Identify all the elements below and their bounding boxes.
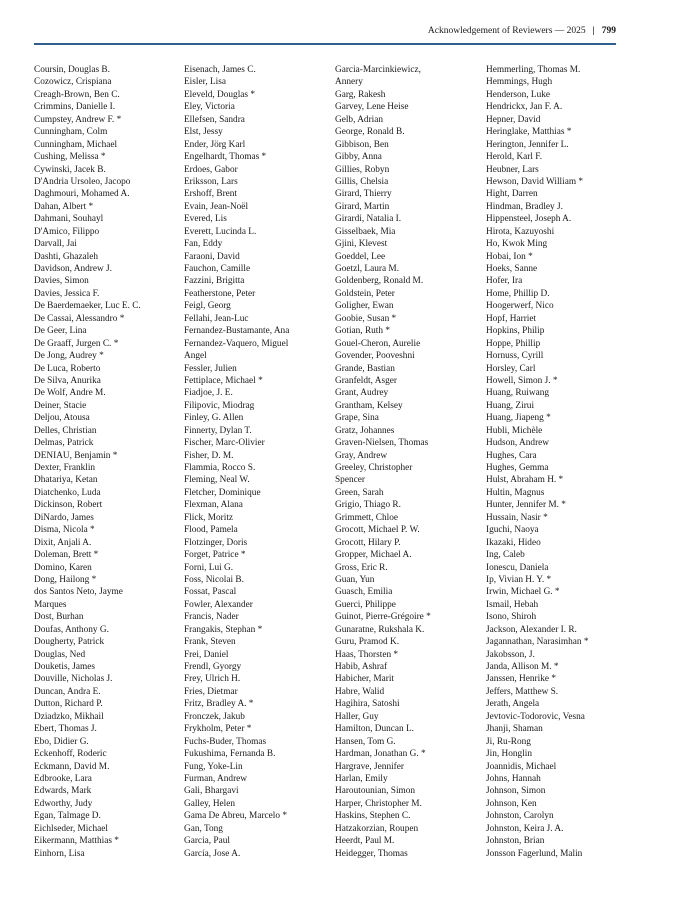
reviewer-entry: Dougherty, Patrick xyxy=(34,637,105,648)
reviewer-entry: Govender, Pooveshni xyxy=(335,351,415,362)
reviewer-entry: Iguchi, Naoya xyxy=(486,525,539,536)
reviewer-entry: Grimmett, Chloe xyxy=(335,512,399,523)
reviewer-entry: Deljou, Atousa xyxy=(34,413,90,424)
reviewer-entry: Douville, Nicholas J. xyxy=(34,674,113,685)
reviewer-entry: Hussain, Nasir * xyxy=(486,512,548,523)
reviewer-entry: Gjini, Klevest xyxy=(335,239,388,250)
reviewer-entry: Annery xyxy=(335,77,363,88)
reviewer-entry: Forni, Lui G. xyxy=(184,562,234,573)
reviewer-entry: Featherstone, Peter xyxy=(184,288,256,299)
reviewer-entry: Frangakis, Stephan * xyxy=(184,624,263,635)
reviewer-entry: dos Santos Neto, Jayme xyxy=(34,587,123,598)
reviewer-entry: Gan, Tong xyxy=(184,823,223,834)
reviewer-entry: Girard, Thierry xyxy=(335,189,392,200)
reviewer-entry: Fleming, Neal W. xyxy=(184,475,250,486)
reviewer-entry: Gali, Bhargavi xyxy=(184,786,239,797)
reviewer-entry: Frendl, Gyorgy xyxy=(184,662,242,672)
reviewer-entry: De Baerdemaeker, Luc E. C. xyxy=(34,301,141,312)
reviewer-entry: Fischer, Marc-Olivier xyxy=(184,438,265,449)
reviewer-entry: Greeley, Christopher xyxy=(335,463,413,473)
reviewer-entry: Feigl, Georg xyxy=(184,301,231,312)
reviewer-entry: Hatzakorzian, Roupen xyxy=(335,823,419,834)
reviewer-entry: Jevtovic-Todorovic, Vesna xyxy=(486,711,585,722)
reviewer-entry: Delmas, Patrick xyxy=(34,438,94,449)
reviewer-entry: Goobie, Susan * xyxy=(335,313,397,324)
reviewer-entry: Hughes, Gemma xyxy=(486,463,549,473)
reviewer-entry: Ing, Caleb xyxy=(486,550,525,561)
reviewer-entry: Johnston, Carolyn xyxy=(486,811,554,822)
reviewer-entry: Hendrickx, Jan F. A. xyxy=(486,102,563,113)
reviewer-entry: Fernandez-Bustamante, Ana xyxy=(184,326,290,337)
reviewer-entry: Dickinson, Robert xyxy=(34,500,103,511)
reviewer-entry: Diatchenko, Luda xyxy=(34,487,101,498)
reviewer-entry: Ershoff, Brent xyxy=(184,189,238,200)
reviewer-entry: Hindman, Bradley J. xyxy=(486,201,563,212)
reviewer-entry: D'Amico, Filippo xyxy=(34,226,100,237)
reviewer-entry: Gropper, Michael A. xyxy=(335,550,412,561)
reviewer-entry: Gotian, Ruth * xyxy=(335,326,391,337)
reviewer-entry: Green, Sarah xyxy=(335,487,384,498)
reviewer-entry: Ellefsen, Sandra xyxy=(184,114,245,125)
reviewer-entry: Grocott, Hilary P. xyxy=(335,537,401,548)
reviewer-entry: Cushing, Melissa * xyxy=(34,152,106,163)
reviewer-column-1 xyxy=(34,64,184,860)
reviewer-entry: Fukushima, Fernanda B. xyxy=(184,749,276,760)
reviewer-entry: Guerci, Philippe xyxy=(335,599,396,610)
reviewer-entry: Gelb, Adrian xyxy=(335,114,384,125)
reviewer-entry: Furman, Andrew xyxy=(184,773,248,784)
reviewer-entry: Graven-Nielsen, Thomas xyxy=(335,438,429,449)
reviewer-entry: Janda, Allison M. * xyxy=(486,662,559,672)
reviewer-entry: Hoppe, Phillip xyxy=(486,338,541,349)
reviewer-entry: Dashti, Ghazaleh xyxy=(34,251,99,262)
reviewer-entry: Fauchon, Camille xyxy=(184,264,251,274)
reviewer-entry: Dixit, Anjali A. xyxy=(34,537,92,548)
reviewer-entry: Eckenhoff, Roderic xyxy=(34,749,107,760)
reviewer-entry: Fung, Yoke-Lin xyxy=(184,761,243,772)
reviewer-entry: Gibby, Anna xyxy=(335,152,382,163)
reviewer-entry: De Silva, Anurika xyxy=(34,375,101,386)
reviewer-entry: Hofer, Ira xyxy=(486,276,523,287)
reviewer-entry: Dost, Burhan xyxy=(34,612,84,623)
reviewer-entry: Fossat, Pascal xyxy=(184,587,237,598)
reviewer-entry: De Cassai, Alessandro * xyxy=(34,313,125,324)
reviewer-entry: Johnson, Simon xyxy=(486,786,546,797)
reviewer-entry: Deiner, Stacie xyxy=(34,400,87,411)
reviewer-entry: DENIAU, Benjamin * xyxy=(34,450,118,461)
reviewer-entry: Fan, Eddy xyxy=(184,239,223,250)
reviewer-entry: Edworthy, Judy xyxy=(34,798,93,809)
reviewer-entry: Fettiplace, Michael * xyxy=(184,375,263,386)
reviewer-entry: De Wolf, Andre M. xyxy=(34,388,106,399)
reviewer-entry: Huang, Zirui xyxy=(486,400,535,411)
reviewer-entry: Grocott, Michael P. W. xyxy=(335,525,420,536)
reviewer-entry: Duncan, Andra E. xyxy=(34,686,101,697)
reviewer-entry: Davidson, Andrew J. xyxy=(34,264,112,274)
reviewer-entry: Hopkins, Philip xyxy=(486,326,545,337)
reviewer-entry: Ho, Kwok Ming xyxy=(486,239,548,250)
reviewer-entry: Gibbison, Ben xyxy=(335,139,389,150)
reviewer-entry: Cunningham, Michael xyxy=(34,139,118,150)
reviewer-entry: Guan, Yun xyxy=(335,574,375,585)
reviewer-entry: Crimmins, Danielle I. xyxy=(34,102,116,113)
reviewer-entry: Jerath, Angela xyxy=(486,699,540,710)
reviewer-entry: Disma, Nicola * xyxy=(34,525,95,536)
reviewer-entry: Fronczek, Jakub xyxy=(184,711,245,722)
reviewer-entry: Cunningham, Colm xyxy=(34,127,108,138)
reviewer-entry: Jonsson Fagerlund, Malin xyxy=(486,848,583,859)
reviewer-entry: Egan, Talmage D. xyxy=(34,811,101,822)
reviewer-entry: Heubner, Lars xyxy=(486,164,539,175)
reviewer-entry: Hubli, Michèle xyxy=(486,425,543,436)
reviewer-entry: Ikazaki, Hideo xyxy=(486,537,541,548)
reviewer-entry: Eichlseder, Michael xyxy=(34,823,108,834)
reviewer-entry: Guasch, Emilia xyxy=(335,587,393,598)
reviewer-entry: Habre, Walid xyxy=(335,686,385,697)
reviewer-entry: Johnson, Ken xyxy=(486,798,537,809)
reviewer-entry: Cywinski, Jacek B. xyxy=(34,164,106,175)
reviewer-entry: Erdoes, Gabor xyxy=(184,164,238,175)
reviewer-entry: Creagh-Brown, Ben C. xyxy=(34,89,120,100)
reviewer-entry: De Geer, Lina xyxy=(34,326,87,337)
reviewer-entry: Hight, Darren xyxy=(486,189,538,200)
reviewer-entry: Hansen, Tom G. xyxy=(335,736,396,747)
reviewer-entry: Haas, Thorsten * xyxy=(335,649,399,660)
reviewer-entry: Isono, Shiroh xyxy=(486,612,537,623)
reviewer-entry: Forget, Patrice * xyxy=(184,550,246,561)
reviewer-entry: Guinot, Pierre-Grégoire * xyxy=(335,612,431,623)
reviewer-entry: Eley, Victoria xyxy=(184,102,235,113)
running-header xyxy=(34,20,616,42)
reviewer-entry: Girardi, Natalia I. xyxy=(335,214,402,225)
reviewer-entry: Harper, Christopher M. xyxy=(335,798,422,809)
reviewer-entry: Gross, Eric R. xyxy=(335,562,388,573)
reviewer-entry: Home, Phillip D. xyxy=(486,288,550,299)
reviewer-entry: Frei, Daniel xyxy=(184,649,229,660)
reviewer-entry: Delles, Christian xyxy=(34,425,97,436)
reviewer-entry: Hunter, Jennifer M. * xyxy=(486,500,566,511)
journal-section-title: Acknowledgement of Reviewers — 2025 xyxy=(427,26,586,36)
reviewer-entry: Ebo, Didier G. xyxy=(34,736,89,747)
reviewer-entry: Hardman, Jonathan G. * xyxy=(335,749,426,760)
reviewer-entry: Garcia, Paul xyxy=(184,836,230,847)
reviewer-entry: Hughes, Cara xyxy=(486,450,537,461)
reviewer-entry: Hirota, Kazuyoshi xyxy=(486,226,555,237)
reviewer-entry: Fazzini, Brigitta xyxy=(184,276,245,287)
reviewer-entry: Hudson, Andrew xyxy=(486,438,550,449)
reviewer-entry: Marques xyxy=(34,599,67,610)
reviewer-entry: Fisher, D. M. xyxy=(184,450,234,461)
reviewer-entry: Gillis, Chelsia xyxy=(335,176,389,187)
reviewer-entry: Eriksson, Lars xyxy=(184,176,238,187)
reviewer-entry: Hemmings, Hugh xyxy=(486,77,553,88)
reviewer-entry: Ebert, Thomas J. xyxy=(34,724,97,735)
reviewer-entry: Flammia, Rocco S. xyxy=(184,463,256,473)
reviewer-entry: Hobai, Ion * xyxy=(486,251,533,262)
reviewer-entry: George, Ronald B. xyxy=(335,127,405,138)
reviewer-entry: Dhatariya, Ketan xyxy=(34,475,98,486)
reviewer-entry: Gisselbaek, Mia xyxy=(335,226,396,237)
reviewer-entry: Hippensteel, Joseph A. xyxy=(486,214,572,225)
reviewer-entry: Frank, Steven xyxy=(184,637,236,648)
reviewer-entry: Girard, Martin xyxy=(335,201,390,212)
reviewer-entry: Haller, Guy xyxy=(335,711,379,722)
page-number: 799 xyxy=(601,26,616,36)
reviewer-entry: Fellahi, Jean-Luc xyxy=(184,313,249,324)
reviewer-entry: Edwards, Mark xyxy=(34,786,92,797)
reviewer-entry: Edbrooke, Lara xyxy=(34,773,92,784)
reviewer-entry: Gama De Abreu, Marcelo * xyxy=(184,811,288,822)
reviewer-entry: Haskins, Stephen C. xyxy=(335,811,411,822)
reviewer-entry: Gillies, Robyn xyxy=(335,164,390,175)
reviewer-entry: Davies, Simon xyxy=(34,276,89,287)
reviewer-entry: Dahmani, Souhayl xyxy=(34,214,104,225)
reviewer-entry: Hagihira, Satoshi xyxy=(335,699,400,710)
reviewer-entry: Goligher, Ewan xyxy=(335,301,394,312)
reviewer-entry: Henderson, Luke xyxy=(486,89,551,100)
reviewer-column-4 xyxy=(486,64,636,860)
reviewer-entry: Flood, Pamela xyxy=(184,525,238,536)
reviewer-entry: Daghmouri, Mohamed A. xyxy=(34,189,130,200)
reviewer-entry: Faraoni, David xyxy=(184,251,240,262)
reviewer-entry: Huang, Jiapeng * xyxy=(486,413,551,424)
reviewer-entry: Dexter, Franklin xyxy=(34,463,96,473)
reviewer-entry: Filipovic, Miodrag xyxy=(184,400,255,411)
reviewer-entry: Howell, Simon J. * xyxy=(486,375,558,386)
reviewer-entry: Ender, Jörg Karl xyxy=(184,139,246,150)
reviewer-entry: Francis, Nader xyxy=(184,612,239,623)
reviewer-entry: Eikermann, Matthias * xyxy=(34,836,119,847)
reviewer-entry: Johns, Hannah xyxy=(486,773,541,784)
reviewer-entry: Fletcher, Dominique xyxy=(184,487,261,498)
reviewer-entry: Cumpstey, Andrew F. * xyxy=(34,114,122,125)
reviewer-entry: Jeffers, Matthew S. xyxy=(486,686,559,697)
reviewer-entry: Fernandez-Vaquero, Miguel xyxy=(184,338,289,349)
reviewer-entry: Doleman, Brett * xyxy=(34,550,99,561)
reviewer-entry: Fries, Dietmar xyxy=(184,686,238,697)
reviewer-entry: Gouel-Cheron, Aurelie xyxy=(335,338,421,349)
reviewer-entry: Finley, G. Allen xyxy=(184,413,244,424)
reviewer-entry: Joannidis, Michael xyxy=(486,761,557,772)
reviewer-entry: Hargrave, Jennifer xyxy=(335,761,405,772)
reviewer-entry: Guru, Pramod K. xyxy=(335,637,400,648)
reviewer-entry: Fuchs-Buder, Thomas xyxy=(184,736,267,747)
reviewer-entry: Heerdt, Paul M. xyxy=(335,836,395,847)
reviewer-entry: Hultin, Magnus xyxy=(486,487,545,498)
reviewer-entry: Foss, Nicolai B. xyxy=(184,574,244,585)
reviewer-entry: Ji, Ru-Rong xyxy=(486,736,531,747)
reviewer-entry: Garg, Rakesh xyxy=(335,89,386,100)
reviewer-entry: Hewson, David William * xyxy=(486,176,584,187)
reviewer-entry: Jakobsson, J. xyxy=(486,649,535,660)
reviewer-entry: Flotzinger, Doris xyxy=(184,537,248,548)
reviewer-entry: Hornuss, Cyrill xyxy=(486,351,544,362)
reviewer-entry: Domino, Karen xyxy=(34,562,92,573)
reviewer-entry: Angel xyxy=(184,351,207,362)
reviewer-entry: Dahan, Albert * xyxy=(34,201,94,212)
reviewer-entry: Granfeldt, Asger xyxy=(335,375,397,386)
reviewer-entry: De Graaff, Jurgen C. * xyxy=(34,338,119,349)
reviewer-entry: Herington, Jennifer L. xyxy=(486,139,569,150)
reviewer-entry: Haroutounian, Simon xyxy=(335,786,416,797)
reviewer-entry: DiNardo, James xyxy=(34,512,94,523)
reviewer-entry: Gunaratne, Rukshala K. xyxy=(335,624,425,635)
reviewer-entry: Jin, Honglin xyxy=(486,749,532,760)
reviewer-list xyxy=(34,64,644,874)
reviewer-entry: Douketis, James xyxy=(34,662,95,672)
reviewer-entry: Frykholm, Peter * xyxy=(184,724,252,735)
header-rule xyxy=(34,43,616,45)
reviewer-entry: Hoogerwerf, Nico xyxy=(486,301,554,312)
reviewer-entry: Hoeks, Sanne xyxy=(486,264,538,274)
reviewer-entry: D'Andria Ursoleo, Jacopo xyxy=(34,176,131,187)
reviewer-entry: Flexman, Alana xyxy=(184,500,243,511)
reviewer-entry: Fowler, Alexander xyxy=(184,599,253,610)
reviewer-column-2 xyxy=(184,64,334,860)
reviewer-entry: Hepner, David xyxy=(486,114,541,125)
reviewer-entry: Gray, Andrew xyxy=(335,450,388,461)
reviewer-entry: Grant, Audrey xyxy=(335,388,389,399)
reviewer-entry: Cozowicz, Crispiana xyxy=(34,77,112,88)
reviewer-entry: Grande, Bastian xyxy=(335,363,395,374)
reviewer-entry: Davies, Jessica F. xyxy=(34,288,100,299)
reviewer-entry: Dong, Hailong * xyxy=(34,574,97,585)
reviewer-entry: Flick, Moritz xyxy=(184,512,234,523)
reviewer-entry: García, Jose A. xyxy=(184,848,241,859)
reviewer-entry: Ismail, Hebah xyxy=(486,599,539,610)
reviewer-entry: Garcia-Marcinkiewicz, xyxy=(335,65,421,75)
reviewer-entry: Darvall, Jai xyxy=(34,239,77,250)
reviewer-entry: Eleveld, Douglas * xyxy=(184,89,256,100)
reviewer-entry: Goeddel, Lee xyxy=(335,251,386,262)
reviewer-entry: Jhanji, Shaman xyxy=(486,724,543,735)
reviewer-entry: Hulst, Abraham H. * xyxy=(486,475,564,486)
reviewer-entry: Frey, Ulrich H. xyxy=(184,674,241,685)
reviewer-entry: Eckmann, David M. xyxy=(34,761,110,772)
reviewer-entry: Galley, Helen xyxy=(184,798,236,809)
reviewer-entry: Evain, Jean-Noël xyxy=(184,201,249,212)
reviewer-entry: Huang, Ruiwang xyxy=(486,388,550,399)
reviewer-entry: Hamilton, Duncan L. xyxy=(335,724,415,735)
reviewer-entry: Horsley, Carl xyxy=(486,363,536,374)
reviewer-entry: Engelhardt, Thomas * xyxy=(184,152,267,163)
reviewer-entry: Irwin, Michael G. * xyxy=(486,587,560,598)
reviewer-entry: Finnerty, Dylan T. xyxy=(184,425,252,436)
reviewer-entry: Coursin, Douglas B. xyxy=(34,65,110,75)
reviewer-entry: Goldstein, Peter xyxy=(335,288,395,299)
reviewer-entry: Grigio, Thiago R. xyxy=(335,500,401,511)
reviewer-entry: Eisler, Lisa xyxy=(184,77,226,88)
reviewer-entry: Dutton, Richard P. xyxy=(34,699,103,710)
reviewer-entry: Habib, Ashraf xyxy=(335,662,388,672)
reviewer-entry: Johnston, Keira J. A. xyxy=(486,823,564,834)
reviewer-entry: Heidegger, Thomas xyxy=(335,848,408,859)
reviewer-entry: Garvey, Lene Heise xyxy=(335,102,409,113)
reviewer-entry: Jackson, Alexander I. R. xyxy=(486,624,577,635)
reviewer-entry: Fiadjoe, J. E. xyxy=(184,388,233,399)
reviewer-entry: Grape, Sina xyxy=(335,413,379,424)
reviewer-column-3 xyxy=(335,64,485,860)
reviewer-entry: Fessler, Julien xyxy=(184,363,237,374)
reviewer-entry: Everett, Lucinda L. xyxy=(184,226,257,237)
reviewer-entry: Goldenberg, Ronald M. xyxy=(335,276,424,287)
reviewer-entry: Hemmerling, Thomas M. xyxy=(486,65,581,75)
reviewer-entry: Evered, Lis xyxy=(184,214,227,225)
reviewer-entry: Habicher, Marit xyxy=(335,674,394,685)
reviewer-entry: Ionescu, Daniela xyxy=(486,562,549,573)
reviewer-entry: Jagannathan, Narasimhan * xyxy=(486,637,589,648)
reviewer-entry: Goetzl, Laura M. xyxy=(335,264,400,274)
reviewer-entry: De Luca, Roberto xyxy=(34,363,101,374)
reviewer-entry: Dziadzko, Mikhail xyxy=(34,711,104,722)
reviewer-entry: Hopf, Harriet xyxy=(486,313,537,324)
reviewer-entry: Fritz, Bradley A. * xyxy=(184,699,254,710)
reviewer-entry: Grantham, Kelsey xyxy=(335,400,403,411)
reviewer-entry: Einhorn, Lisa xyxy=(34,848,85,859)
reviewer-entry: Douglas, Ned xyxy=(34,649,86,660)
reviewer-entry: Doufas, Anthony G. xyxy=(34,624,109,635)
header-separator: | xyxy=(592,26,595,36)
reviewer-entry: Janssen, Henrike * xyxy=(486,674,556,685)
reviewer-entry: Eisenach, James C. xyxy=(184,65,256,75)
reviewer-entry: Heringlake, Matthias * xyxy=(486,127,572,138)
reviewer-entry: Johnston, Brian xyxy=(486,836,545,847)
reviewer-entry: Herold, Karl F. xyxy=(486,152,543,163)
reviewer-entry: Spencer xyxy=(335,475,365,486)
reviewer-entry: De Jong, Audrey * xyxy=(34,351,104,362)
reviewer-entry: Gratz, Johannes xyxy=(335,425,395,436)
reviewer-entry: Elst, Jessy xyxy=(184,127,223,138)
reviewer-entry: Harlan, Emily xyxy=(335,773,388,784)
reviewer-entry: Ip, Vivian H. Y. * xyxy=(486,574,552,585)
